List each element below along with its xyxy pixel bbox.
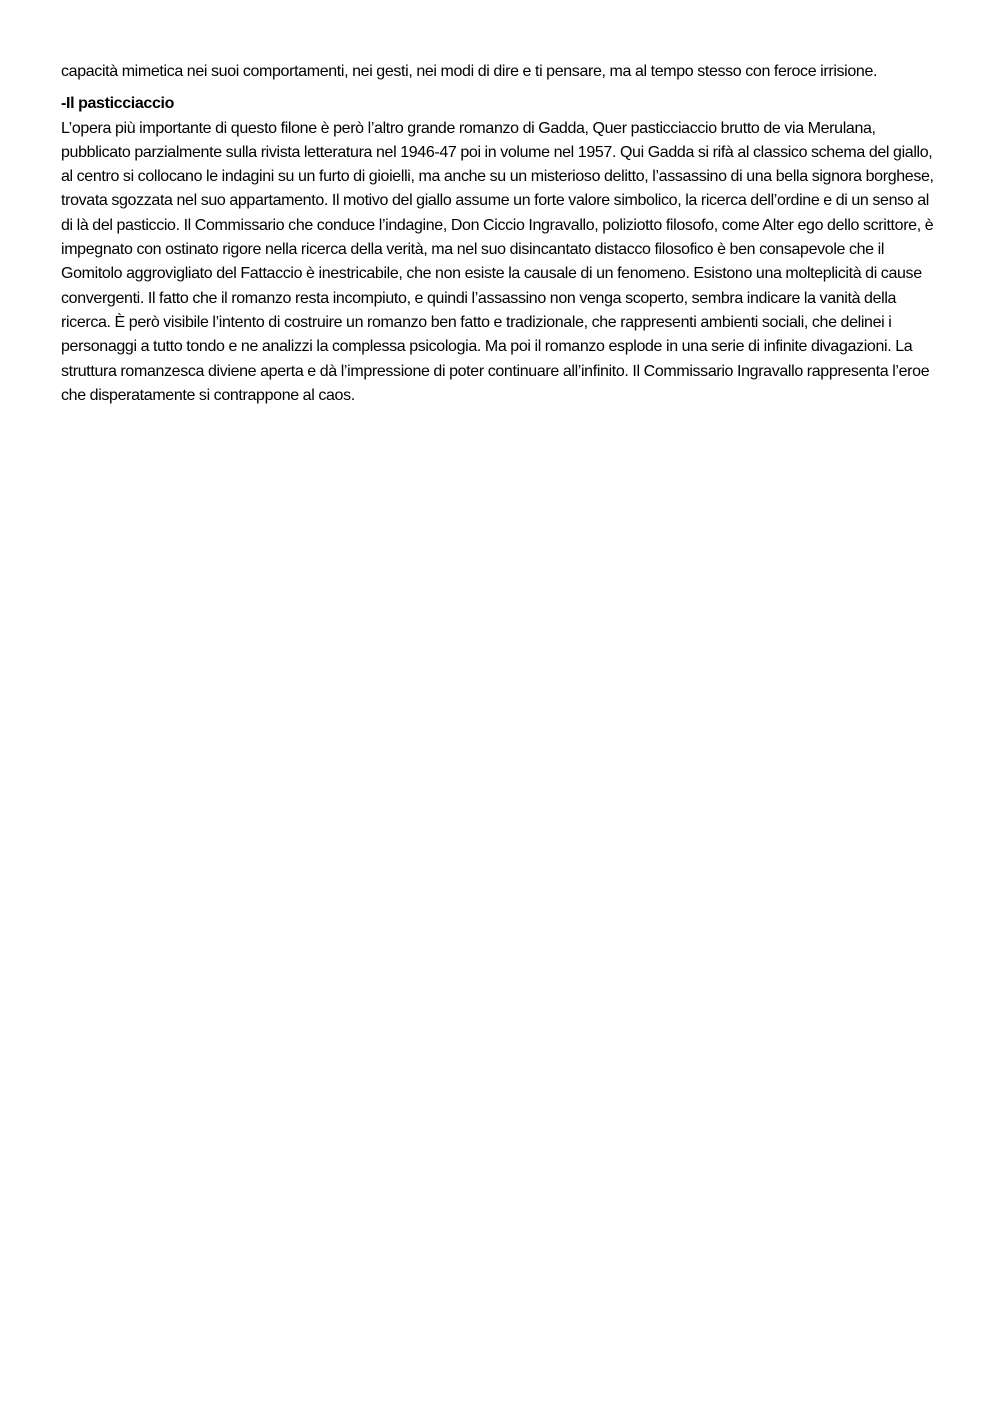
document-body [61,60,941,408]
intro-paragraph: capacità mimetica nei suoi comportamenti, nei gesti, nei modi di dire e ti pensare, ma al tempo stesso con feroce irrisione. [61,63,878,80]
section-paragraph: L’opera più importante di questo filone è però l’altro grande romanzo di Gadda, Quer pasticciaccio brutto de via Merulana, pubblicato parzialmente sulla rivista letteratura nel 1946-47 poi in volume nel 1957. Qui Gadda si rifà al classico schema del giallo, al centro si collocano le indagini su un furto di gioielli, ma anche su un misterioso delitto, l’assassino di una bella signora borghese, trovata sgozzata nel suo appartamento. Il motivo del giallo assume un forte valore simbolico, la ricerca dell’ordine e di un senso al di là del pasticcio. Il Commissario che conduce l’indagine, Don Ciccio Ingravallo, poliziotto filosofo, come Alter ego dello scrittore, è impegnato con ostinato rigore nella ricerca della verità, ma nel suo disincantato distacco filosofico è ben consapevole che il Gomitolo aggrovigliato del Fattaccio è inestricabile, che non esiste la causale di un fenomeno. Esistono una molteplicità di cause convergenti. Il fatto che il romanzo resta incompiuto, e quindi l’assassino non venga scoperto, sembra indicare la vanità della ricerca. È però visibile l’intento di costruire un romanzo ben fatto e tradizionale, che rappresenti ambienti sociali, che delinei i personaggi a tutto tondo e ne analizzi la complessa psicologia. Ma poi il romanzo esplode in una serie di infinite divagazioni. La struttura romanzesca diviene aperta e dà l’impressione di poter continuare all’infinito. Il Commissario Ingravallo rappresenta l’eroe che disperatamente si contrappone al caos. [61,119,934,404]
section-heading: -Il pasticciaccio [61,95,175,113]
